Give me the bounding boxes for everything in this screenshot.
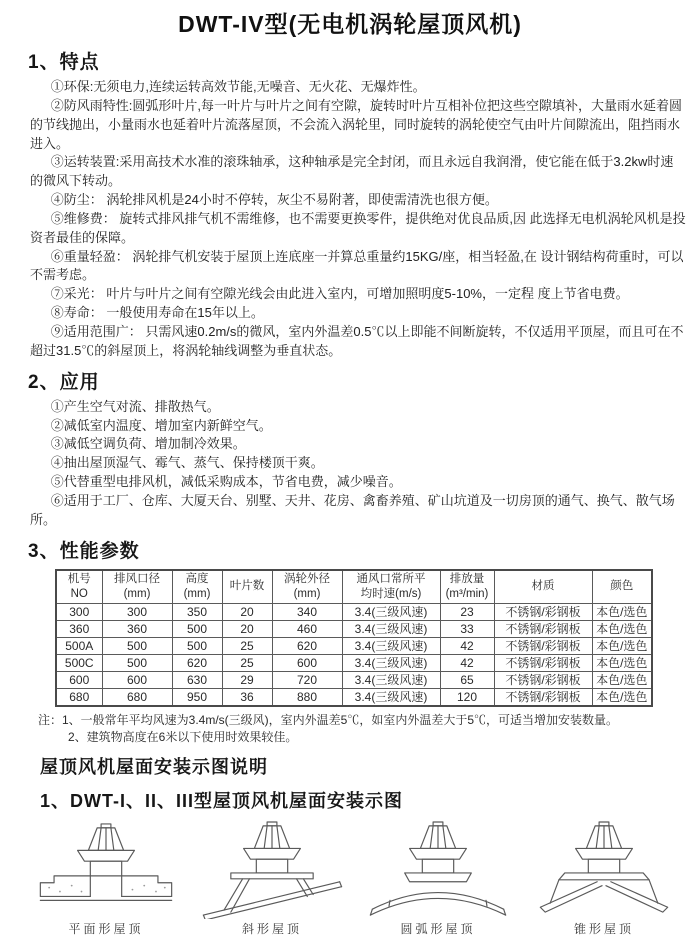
table-cell: 350	[172, 604, 222, 621]
table-cell: 500	[102, 638, 172, 655]
table-row	[56, 689, 652, 707]
list-item: ②减低室内温度、增加室内新鲜空气。	[50, 417, 272, 433]
col-header-material: 材质	[494, 570, 592, 604]
table-row	[56, 621, 652, 638]
table-cell: 120	[440, 689, 494, 707]
table-cell: 460	[272, 621, 342, 638]
diagram-label: 平面形屋顶	[68, 922, 144, 937]
section-heading-performance: 3、性能参数	[28, 540, 140, 562]
table-cell: 不锈钢/彩钢板	[494, 621, 592, 638]
col-header-outlet-diameter: 排风口径 (mm)	[102, 570, 172, 604]
table-cell: 3.4(三级风速)	[342, 689, 440, 707]
table-cell: 本色/选色	[592, 655, 652, 672]
section-heading-applications: 2、应用	[28, 371, 100, 393]
table-cell: 500C	[56, 655, 102, 672]
col-header-turbine-diameter: 涡轮外径 (mm)	[272, 570, 342, 604]
col-header-wind-speed: 通风口常所平 均时速(m/s)	[342, 570, 440, 604]
diagram-flat-roof	[26, 821, 186, 937]
table-cell: 500	[172, 638, 222, 655]
table-cell: 600	[56, 672, 102, 689]
table-cell: 950	[172, 689, 222, 707]
table-cell: 3.4(三级风速)	[342, 638, 440, 655]
list-item: ⑨适用范围广： 只需风速0.2m/s的微风，室内外温差0.5℃以上即能不间断旋转，不仅适用平顶屋，而且可在不超过31.5℃的斜屋顶上，将涡轮轴线调整为垂直状态。	[30, 323, 684, 358]
table-row	[56, 655, 652, 672]
performance-table-body	[56, 604, 652, 707]
table-cell: 不锈钢/彩钢板	[494, 672, 592, 689]
table-cell: 720	[272, 672, 342, 689]
flat-roof-illustration	[26, 821, 186, 919]
table-cell: 42	[440, 638, 494, 655]
table-cell: 本色/选色	[592, 672, 652, 689]
table-cell: 300	[102, 604, 172, 621]
table-notes	[38, 712, 700, 745]
diagram-label: 圆弧形屋顶	[400, 922, 476, 937]
table-cell: 880	[272, 689, 342, 707]
table-cell: 620	[272, 638, 342, 655]
list-item: ①环保:无须电力,连续运转高效节能,无噪音、无火花、无爆炸性。	[50, 79, 426, 94]
applications-list	[0, 398, 700, 530]
table-cell: 340	[272, 604, 342, 621]
table-cell: 本色/选色	[592, 604, 652, 621]
install-subheading: 1、DWT-I、II、III型屋顶风机屋面安装示图	[40, 791, 403, 812]
table-cell: 360	[56, 621, 102, 638]
installation-diagrams	[0, 813, 700, 937]
features-list	[0, 78, 700, 361]
list-item: 注：1、一般常年平均风速为3.4m/s(三级风)，室内外温差5℃，如室内外温差大于5℃，可适当增加安装数量。	[38, 713, 619, 728]
list-item: ⑦采光： 叶片与叶片之间有空隙光线会由此进入室内，可增加照明度5-10%，一定程 度上节省电费。	[50, 286, 629, 302]
table-cell: 本色/选色	[592, 689, 652, 707]
table-cell: 300	[56, 604, 102, 621]
table-cell: 25	[222, 655, 272, 672]
list-item: ③减低空调负荷、增加制冷效果。	[50, 436, 246, 452]
table-cell: 3.4(三级风速)	[342, 621, 440, 638]
list-item: ⑧寿命： 一般使用寿命在15年以上。	[50, 305, 264, 321]
list-item: ②防风雨特性:圆弧形叶片,每一叶片与叶片之间有空隙，旋转时叶片互相补位把这些空隙填补，大量雨水延着圆的节线抛出，小量雨水也延着叶片流落屋顶，不会流入涡轮里，同时旋转的涡轮使空气由叶片间隙流出，阻挡雨水进入。	[30, 97, 683, 151]
table-cell: 本色/选色	[592, 621, 652, 638]
col-header-no: 机号 NO	[56, 570, 102, 604]
performance-table	[55, 569, 653, 708]
table-cell: 23	[440, 604, 494, 621]
table-cell: 3.4(三级风速)	[342, 604, 440, 621]
table-header-row	[56, 570, 652, 604]
table-cell: 20	[222, 621, 272, 638]
diagram-label: 斜形屋顶	[241, 922, 302, 937]
col-header-color: 颜色	[592, 570, 652, 604]
list-item: 2、建筑物高度在6米以下使用时效果较佳。	[68, 729, 298, 744]
table-cell: 620	[172, 655, 222, 672]
diagram-arc-roof	[358, 821, 518, 937]
list-item: ⑥适用于工厂、仓库、大厦天台、别墅、天井、花房、禽畜养殖、矿山坑道及一切房顶的通气、换气、散气场所。	[30, 492, 675, 527]
slanted-roof-illustration	[192, 821, 352, 919]
table-cell: 500	[102, 655, 172, 672]
table-cell: 500	[172, 621, 222, 638]
table-cell: 20	[222, 604, 272, 621]
table-cell: 不锈钢/彩钢板	[494, 689, 592, 707]
list-item: ④防尘： 涡轮排风机是24小时不停转，灰尘不易附著，即使需清洗也很方便。	[50, 192, 498, 208]
table-cell: 36	[222, 689, 272, 707]
table-row	[56, 638, 652, 655]
table-cell: 3.4(三级风速)	[342, 672, 440, 689]
cone-roof-illustration	[524, 821, 684, 919]
table-cell: 不锈钢/彩钢板	[494, 604, 592, 621]
list-item: ①产生空气对流、排散热气。	[50, 398, 220, 414]
table-cell: 42	[440, 655, 494, 672]
table-row	[56, 604, 652, 621]
table-cell: 不锈钢/彩钢板	[494, 655, 592, 672]
page-title: DWT-IV型(无电机涡轮屋顶风机)	[178, 11, 522, 37]
col-header-discharge: 排放量 (m³/min)	[440, 570, 494, 604]
diagram-cone-roof	[524, 821, 684, 937]
table-cell: 600	[102, 672, 172, 689]
table-cell: 600	[272, 655, 342, 672]
table-cell: 500A	[56, 638, 102, 655]
table-cell: 29	[222, 672, 272, 689]
diagram-label: 锥形屋顶	[573, 922, 634, 937]
table-cell: 680	[56, 689, 102, 707]
list-item: ③运转装置:采用高技术水准的滚珠轴承，这种轴承是完全封闭，而且永远自我润滑，使它能在低于3.2kw时速的微风下转动。	[30, 154, 674, 189]
table-cell: 680	[102, 689, 172, 707]
arc-roof-illustration	[358, 821, 518, 919]
table-cell: 25	[222, 638, 272, 655]
table-cell: 65	[440, 672, 494, 689]
install-heading: 屋顶风机屋面安装示图说明	[40, 757, 268, 778]
section-heading-features: 1、特点	[28, 52, 100, 73]
list-item: ⑤代替重型电排风机，减低采购成本，节省电费，减少噪音。	[50, 474, 402, 490]
list-item: ④抽出屋顶湿气、霉气、蒸气、保持楼顶干爽。	[50, 455, 324, 471]
table-cell: 本色/选色	[592, 638, 652, 655]
table-cell: 33	[440, 621, 494, 638]
table-cell: 3.4(三级风速)	[342, 655, 440, 672]
table-row	[56, 672, 652, 689]
table-cell: 不锈钢/彩钢板	[494, 638, 592, 655]
col-header-height: 高度 (mm)	[172, 570, 222, 604]
table-cell: 630	[172, 672, 222, 689]
list-item: ⑥重量轻盈： 涡轮排气机安装于屋顶上连底座一并算总重量约15KG/座，相当轻盈,在 设计钢结构荷重时，可以不需考虑。	[30, 248, 684, 283]
col-header-blade-count: 叶片数	[222, 570, 272, 604]
diagram-slanted-roof	[192, 821, 352, 937]
table-cell: 360	[102, 621, 172, 638]
list-item: ⑤维修费： 旋转式排风排气机不需维修，也不需要更换零件，提供绝对优良品质,因 此选择无电机涡轮风机是投资者最佳的保障。	[30, 210, 686, 245]
